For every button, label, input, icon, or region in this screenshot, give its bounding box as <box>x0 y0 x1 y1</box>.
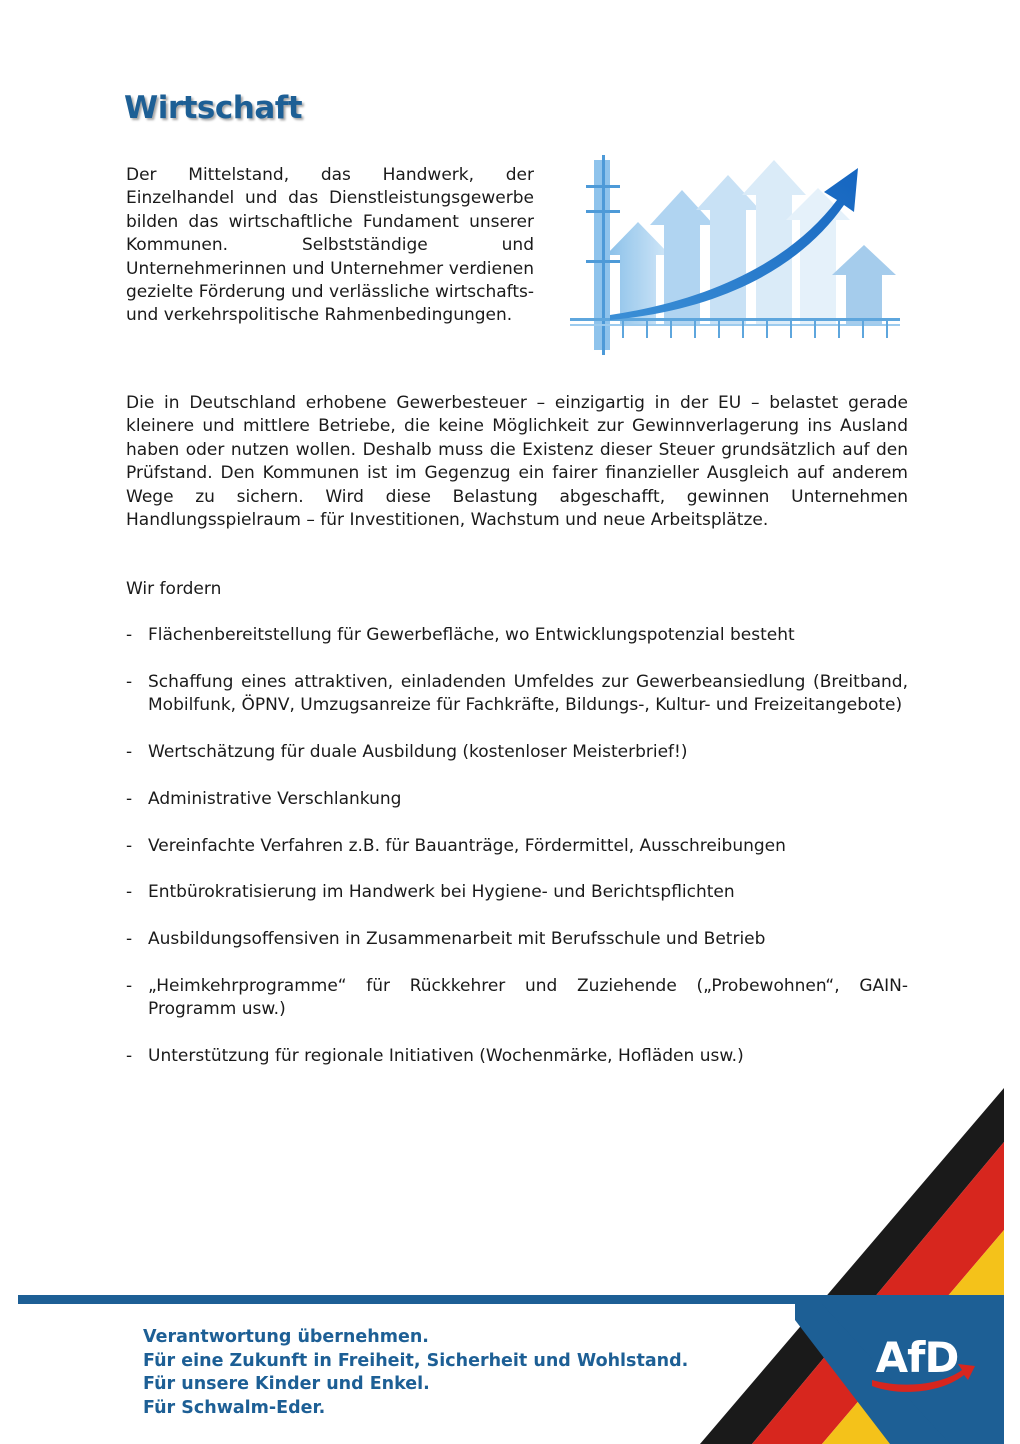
list-item-text: Flächenbereitstellung für Gewerbefläche, wo Entwicklungspotenzial besteht <box>148 625 795 645</box>
list-item <box>126 788 908 811</box>
bullet-dash: - <box>126 975 133 996</box>
list-item-text: Entbürokratisierung im Handwerk bei Hygiene- und Berichtspflichten <box>148 882 735 903</box>
list-item <box>126 671 908 718</box>
footer-slogan: Für eine Zukunft in Freiheit, Sicherheit und Wohlstand. <box>143 1350 689 1371</box>
bullet-dash: - <box>126 742 133 762</box>
list-item <box>126 975 908 1022</box>
list-item <box>126 881 908 904</box>
intro-paragraph: Der Mittelstand, das Handwerk, der Einzelhandel und das Dienstleistungsgewerbe bilden das wirtschaftliche Fundament unserer Kommunen. Selbstständige und Unternehmerinnen und Unternehmer verdienen gezielte Förderung und verlässliche wirtschafts- und verkehrspolitische Rahmenbedingungen. <box>126 165 534 326</box>
list-item-text: Administrative Verschlankung <box>148 788 402 809</box>
growth-arrows-illustration <box>562 150 906 356</box>
list-item <box>126 1045 908 1068</box>
bullet-dash: - <box>126 625 133 645</box>
bullet-dash: - <box>126 671 133 692</box>
footer-slogan: Für unsere Kinder und Enkel. <box>143 1374 430 1394</box>
list-item-text: Wertschätzung für duale Ausbildung (kostenloser Meisterbrief!) <box>148 742 688 762</box>
list-item-text: Ausbildungsoffensiven in Zusammenarbeit mit Berufsschule und Betrieb <box>148 929 766 950</box>
bullet-dash: - <box>126 835 133 856</box>
bullet-dash: - <box>126 929 133 950</box>
bullet-dash: - <box>126 882 133 903</box>
footer-slogans <box>143 1326 688 1420</box>
list-item-text: Unterstützung für regionale Initiativen (Wochenmärke, Hofläden usw.) <box>148 1046 744 1067</box>
footer-slogan: Verantwortung übernehmen. <box>143 1327 429 1347</box>
demands-list <box>126 624 908 1092</box>
list-item <box>126 928 908 951</box>
demands-intro: Wir fordern <box>126 579 222 599</box>
bullet-dash: - <box>126 1046 133 1067</box>
list-item-text: „Heimkehrprogramme“ für Rückkehrer und Zuziehende („Probewohnen“, GAIN-Programm usw.) <box>148 975 908 1020</box>
afd-logo: AfD <box>875 1333 959 1382</box>
bullet-dash: - <box>126 788 133 809</box>
list-item-text: Vereinfachte Verfahren z.B. für Bauanträge, Fördermittel, Ausschreibungen <box>148 835 786 856</box>
list-item <box>126 741 908 764</box>
page-title: Wirtschaft <box>124 90 303 126</box>
footer-slogan: Für Schwalm-Eder. <box>143 1397 326 1418</box>
list-item <box>126 624 908 647</box>
list-item-text: Schaffung eines attraktiven, einladenden Umfeldes zur Gewerbeansiedlung (Breitband, Mobilfunk, ÖPNV, Umzugsanreize für Fachkräfte, Bildungs-, Kultur- und Freizeitangebote) <box>148 671 908 716</box>
body-paragraph: Die in Deutschland erhobene Gewerbesteuer – einzigartig in der EU – belastet gerade kleinere und mittlere Betriebe, die keine Möglichkeit zur Gewinnverlagerung ins Ausland haben oder nutzen wollen. Deshalb muss die Existenz dieser Steuer grundsätzlich auf den Prüfstand. Den Kommunen ist im Gegenzug ein fairer finanzieller Ausgleich auf anderem Wege zu sichern. Wird diese Belastung abgeschafft, gewinnen Unternehmen Handlungsspielraum – für Investitionen, Wachstum und neue Arbeitsplätze. <box>126 393 908 531</box>
list-item <box>126 835 908 858</box>
